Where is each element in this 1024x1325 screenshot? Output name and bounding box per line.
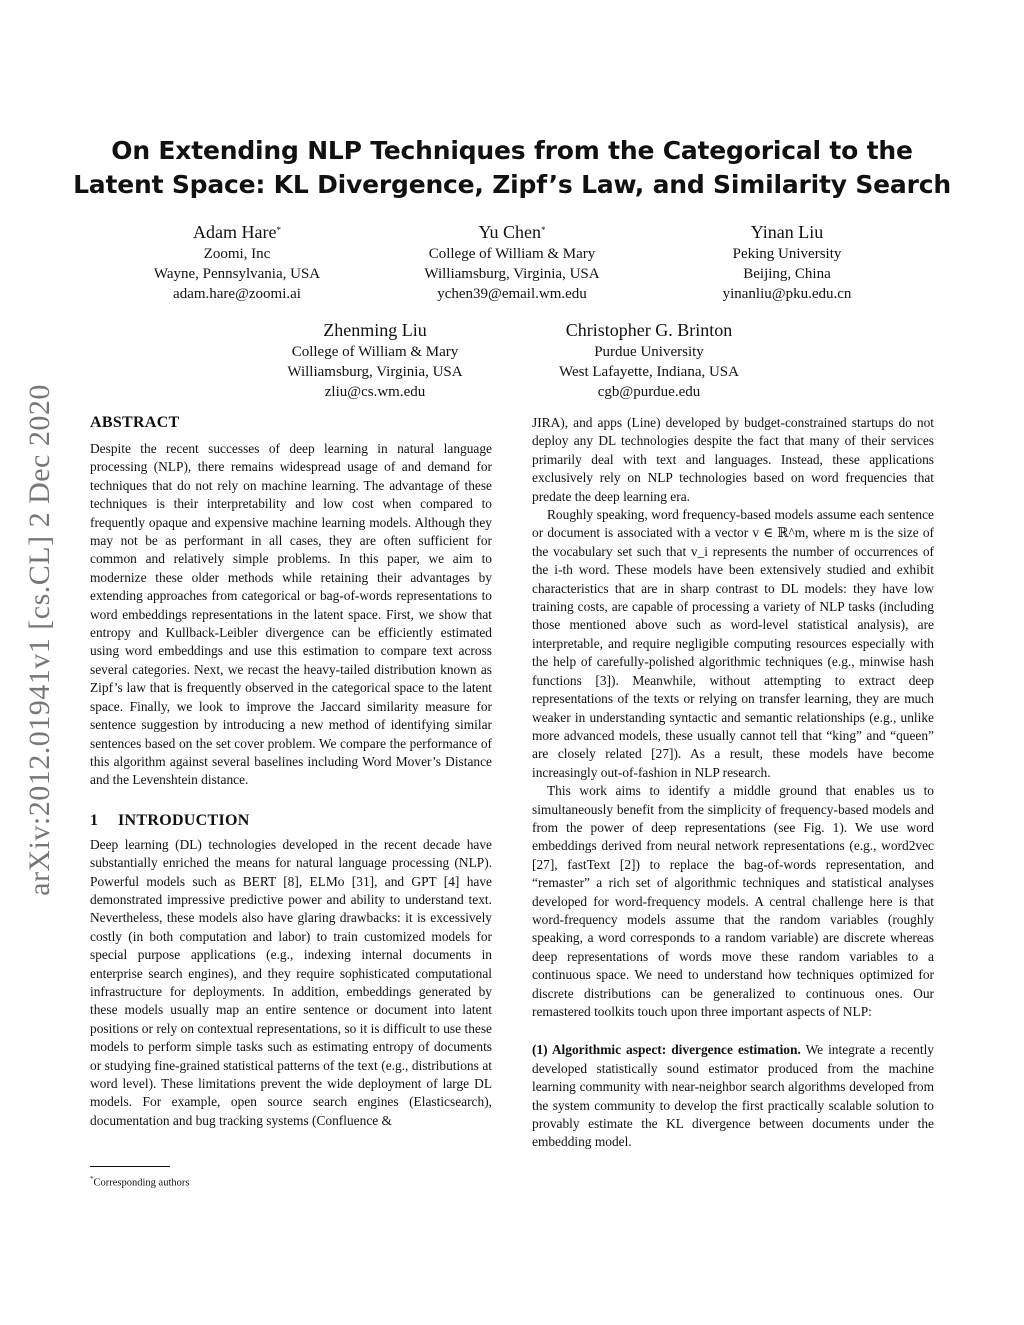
arxiv-identifier: arXiv:2012.01941v1 [cs.CL] 2 Dec 2020 [23, 384, 56, 896]
author-name: Zhenming Liu [323, 320, 427, 340]
intro-paragraph-3: This work aims to identify a middle ground that enables us to simultaneously benefit from the simplicity of frequency-based models and from the power of deep representations (see Fig. 1). We use word embeddings derived from neural network representations (e.g., word2vec [27], fastText [2]) to replace the bag-of-words representation, and “remaster” a rich set of algorithmic techniques and statistical analyses developed for word-frequency models. A central challenge here is that word-frequency models assume that the random variables (roughly speaking, a word corresponds to a random variable) are discrete whereas deep representations of words move these random variables to a continuous space. We need to understand how techniques optimized for discrete distributions can be generalized to continuous ones. Our remastered toolkits touch upon three important aspects of NLP: [532, 783, 934, 1019]
author-affiliation: Purdue University [594, 344, 704, 360]
footnote-text: Corresponding authors [93, 1177, 190, 1189]
author-name: Yu Chen [478, 222, 541, 242]
author-email: zliu@cs.wm.edu [324, 384, 426, 400]
author-name: Yinan Liu [750, 222, 824, 242]
author-block [687, 220, 887, 304]
abstract-heading: ABSTRACT [90, 414, 180, 431]
paper-title-line-1: On Extending NLP Techniques from the Categorical to the [111, 136, 913, 165]
paragraph-body: We integrate a recently developed statistically sound estimator produced from the machine learning community with near-neighbor search algorithms developed from the system community to develop the first practically scalable solution to provably estimate the KL divergence between documents under the embedding model. [532, 1042, 934, 1150]
author-email: adam.hare@zoomi.ai [173, 286, 301, 302]
footnote-mark: * [90, 1175, 94, 1183]
intro-paragraph-4 [532, 1041, 934, 1151]
section-number: 1 [90, 811, 99, 829]
author-location: Williamsburg, Virginia, USA [287, 364, 463, 380]
section-heading [90, 810, 492, 832]
footnote [90, 1172, 189, 1191]
author-affiliation: Zoomi, Inc [203, 246, 271, 262]
author-name: Christopher G. Brinton [565, 320, 733, 340]
author-location: Wayne, Pennsylvania, USA [153, 266, 321, 282]
abstract-text: Despite the recent successes of deep learning in natural language processing (NLP), there remains widespread usage of and demand for techniques that do not rely on machine learning. The advantage of these techniques is their interpretability and low cost when compared to frequently opaque and expensive machine learning models. Although they may not be as performant in all cases, they are often sufficient for common and relatively simple problems. In this paper, we aim to modernize these older methods while retaining their advantages by extending approaches from categorical or bag-of-words representations to word embeddings representations in the latent space. First, we show that entropy and Kullback-Leibler divergence can be efficiently estimated using word embeddings and use this estimation to compare text across several categories. Next, we recast the heavy-tailed distribution known as Zipf’s law that is frequently observed in the categorical space to the latent space. Finally, we look to improve the Jaccard similarity measure for sentence suggestion by introducing a new method of identifying similar sentences based on the set cover problem. We compare the performance of this algorithm against several baselines including Word Mover’s Distance and the Levenshtein distance. [90, 441, 492, 788]
section-title: INTRODUCTION [118, 811, 250, 829]
author-mark: * [276, 225, 281, 235]
author-block [137, 220, 337, 304]
intro-paragraph-2: Roughly speaking, word frequency-based models assume each sentence or document is associated with a vector v ∈ ℝ^m, where m is the size of the vocabulary set such that v_i represents the number of occurrences of the i-th word. These models have been extensively studied and exhibit characteristics that are in sharp contrast to DL models: they have low training costs, are capable of processing a variety of NLP tasks (including those mentioned above such as word-level statistical analysis), are interpretable, and require negligible computing resources especially with the help of carefully-polished algorithmic techniques (e.g., minwise hash functions [3]). Meanwhile, without attempting to extract deep representations of the texts or relying on transfer learning, they are much weaker in understanding syntactic and semantic relationships (e.g., unlike more advanced models, these usually cannot tell that “king” and “queen” are closely related [27]). As a result, these models have become increasingly out-of-fashion in NLP research. [532, 507, 934, 780]
paper-title [60, 134, 964, 202]
author-location: West Lafayette, Indiana, USA [559, 364, 739, 380]
author-mark: * [541, 225, 546, 235]
author-affiliation: College of William & Mary [428, 246, 596, 262]
author-block [265, 318, 485, 402]
paper-title-line-2: Latent Space: KL Divergence, Zipf’s Law, and Similarity Search [73, 170, 951, 199]
author-block [534, 318, 764, 402]
intro-paragraph-1-continued: JIRA), and apps (Line) developed by budget-constrained startups do not deploy any DL technologies despite the fact that many of their services primarily deal with text and languages. Instead, these applications exclusively rely on NLP technologies based on word frequencies that predate the deep learning era. [532, 415, 934, 504]
author-affiliation: Peking University [732, 246, 842, 262]
author-block [402, 220, 622, 304]
author-location: Beijing, China [743, 266, 831, 282]
author-email: ychen39@email.wm.edu [437, 286, 587, 302]
left-column [90, 412, 492, 1130]
footnote-rule [90, 1166, 170, 1167]
author-email: cgb@purdue.edu [597, 384, 701, 400]
author-email: yinanliu@pku.edu.cn [722, 286, 852, 302]
author-affiliation: College of William & Mary [291, 344, 459, 360]
author-name: Adam Hare [193, 222, 277, 242]
author-location: Williamsburg, Virginia, USA [424, 266, 600, 282]
right-column [532, 414, 934, 1152]
paragraph-lead: (1) Algorithmic aspect: divergence estimation. [532, 1042, 801, 1058]
intro-paragraph-1: Deep learning (DL) technologies developed in the recent decade have substantially enriched the means for natural language processing (NLP). Powerful models such as BERT [8], ELMo [31], and GPT [4] have demonstrated impressive predictive power and ability to understand text. Nevertheless, these models also have glaring drawbacks: it is excessively costly (in both computation and labor) to train customized models for special purpose applications (e.g., indexing internal documents in enterprise search engines), and they require sophisticated computational infrastructure for deployments. In addition, embeddings generated by these models usually map an entire sentence or document into latent positions or rely on contextual representations, so it is difficult to use these models to perform simple tasks such as estimating entropy of documents or studying fine-grained statistical patterns of the text (e.g., distributions at word level). These limitations prevent the wide deployment of large DL models. For example, open source search engines (Elasticsearch), documentation and bug tracking systems (Confluence & [90, 836, 492, 1128]
